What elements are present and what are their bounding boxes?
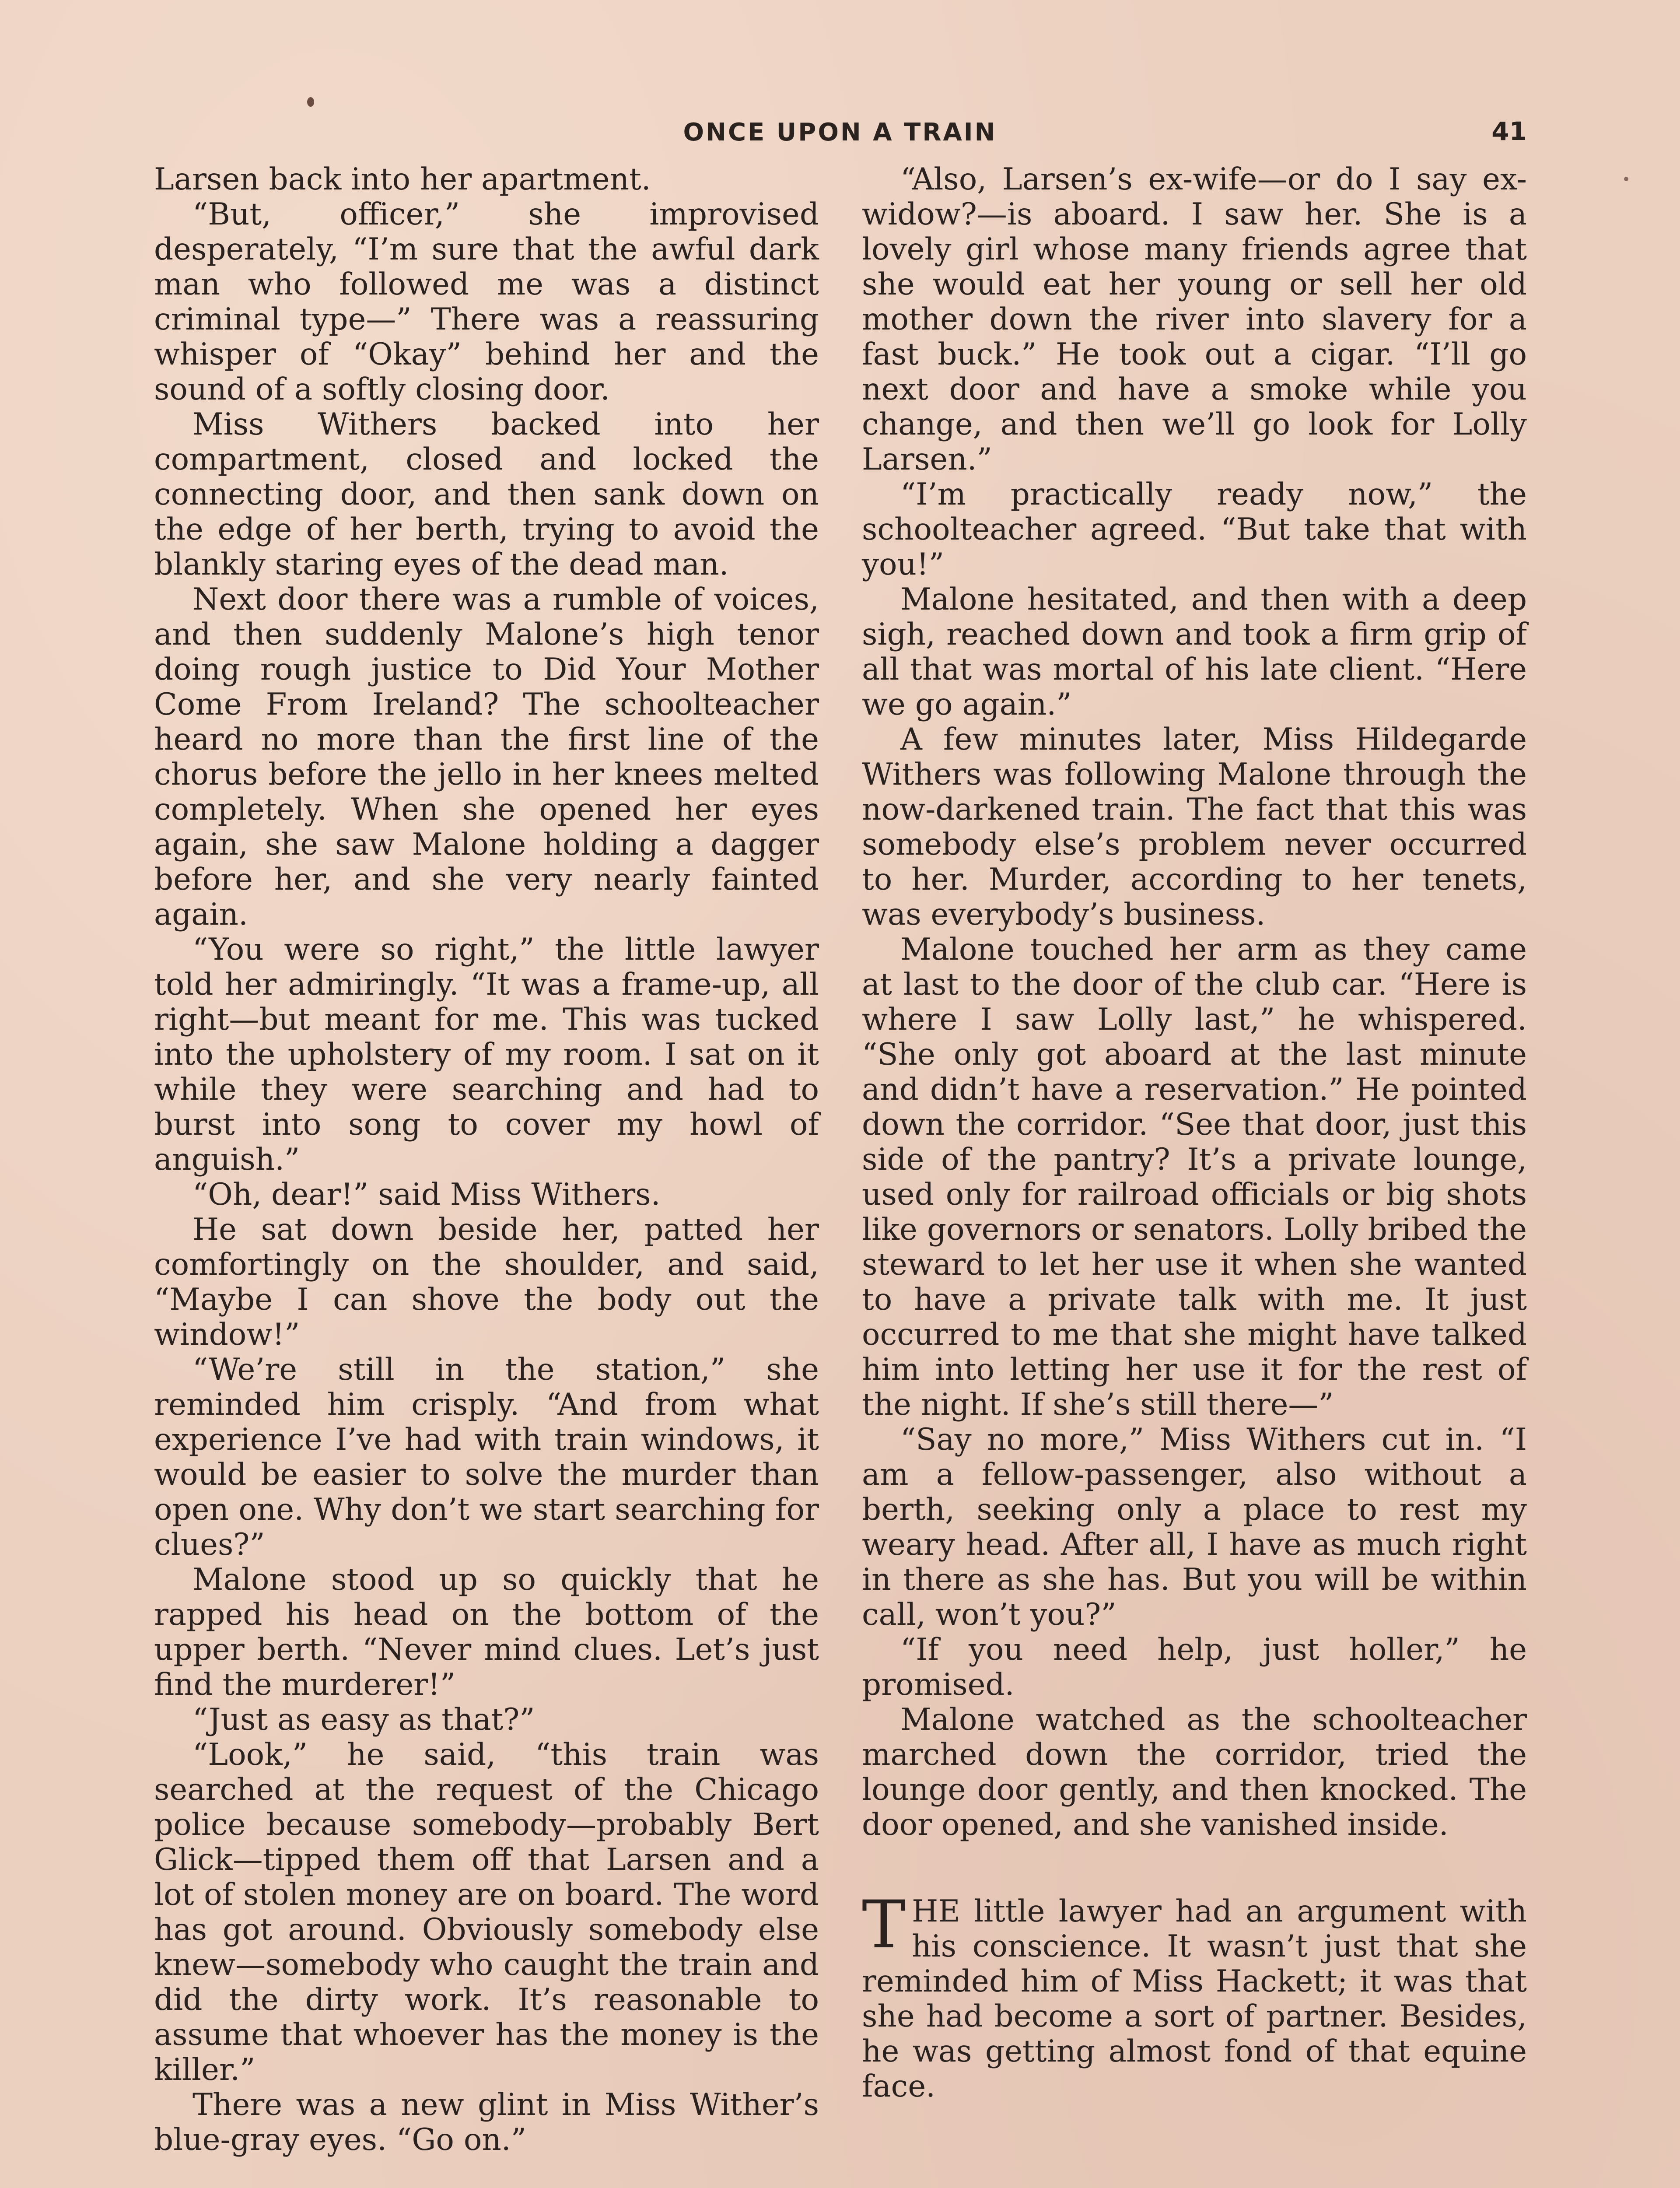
paragraph: There was a new glint in Miss Wither’s blue-gray eyes. “Go on.” bbox=[154, 2087, 819, 2157]
drop-cap: T bbox=[862, 1887, 906, 1963]
paragraph: “But, officer,” she improvised desperately, “I’m sure that the awful dark man who followed me was a distinct criminal type—” There was a reassuring whisper of “Okay” behind her and the sound of a softly closing door. bbox=[154, 197, 819, 407]
paragraph: Next door there was a rumble of voices, and then suddenly Malone’s high tenor doing rough justice to Did Your Mother Come From Ireland? The schoolteacher heard no more than the first line of the chorus before the jello in her knees melted completely. When she opened her eyes again, she saw Malone holding a dagger before her, and she very nearly fainted again. bbox=[154, 582, 819, 932]
section-break bbox=[862, 1842, 1527, 1894]
paragraph: “Just as easy as that?” bbox=[192, 1702, 535, 1737]
ink-speck bbox=[1624, 177, 1628, 181]
paragraph: Malone watched as the schoolteacher marched down the corridor, tried the lounge door gently, and then knocked. The door opened, and she vanished inside. bbox=[862, 1702, 1527, 1842]
paragraph: “Look,” he said, “this train was searched at the request of the Chicago police because somebody—probably Bert Glick—tipped them off that Larsen and a lot of stolen money are on board. The word has got around. Obviously somebody else knew—somebody who caught the train and did the dirty work. It’s reasonable to assume that whoever has the money is the killer.” bbox=[154, 1737, 819, 2087]
left-column bbox=[154, 162, 819, 2157]
paragraph: “We’re still in the station,” she reminded him crisply. “And from what experience I’ve had with train windows, it would be easier to solve the murder than open one. Why don’t we start searching for clues?” bbox=[154, 1352, 819, 1562]
section-text: HE little lawyer had an argument with his conscience. It wasn’t just that she reminded him of Miss Hackett; it was that she had become a sort of partner. Besides, he was getting almost fond of that equine face. bbox=[862, 1894, 1527, 2104]
paragraph: “I’m practically ready now,” the schoolteacher agreed. “But take that with you!” bbox=[862, 477, 1527, 582]
section-paragraph bbox=[862, 1887, 1527, 2104]
ink-speck bbox=[307, 97, 314, 107]
paragraph: “If you need help, just holler,” he promised. bbox=[862, 1632, 1527, 1702]
paragraph: A few minutes later, Miss Hildegarde Withers was following Malone through the now-darkened train. The fact that this was somebody else’s problem never occurred to her. Murder, according to her tenets, was everybody’s business. bbox=[862, 722, 1527, 932]
paragraph: “Also, Larsen’s ex-wife—or do I say ex-widow?—is aboard. I saw her. She is a lovely girl whose many friends agree that she would eat her young or sell her old mother down the river into slavery for a fast buck.” He took out a cigar. “I’ll go next door and have a smoke while you change, and then we’ll go look for Lolly Larsen.” bbox=[862, 162, 1527, 477]
paragraph: He sat down beside her, patted her comfortingly on the shoulder, and said, “Maybe I can shove the body out the window!” bbox=[154, 1212, 819, 1352]
paragraph: Malone hesitated, and then with a deep sigh, reached down and took a firm grip of all that was mortal of his late client. “Here we go again.” bbox=[862, 582, 1527, 722]
paragraph: Larsen back into her apartment. bbox=[154, 162, 651, 197]
paragraph: “You were so right,” the little lawyer told her admiringly. “It was a frame-up, all right—but meant for me. This was tucked into the upholstery of my room. I sat on it while they were searching and had to burst into song to cover my howl of anguish.” bbox=[154, 932, 819, 1177]
paragraph: Miss Withers backed into her compartment, closed and locked the connecting door, and then sank down on the edge of her berth, trying to avoid the blankly staring eyes of the dead man. bbox=[154, 407, 819, 582]
paragraph: “Oh, dear!” said Miss Withers. bbox=[192, 1177, 661, 1212]
right-column bbox=[862, 162, 1527, 2104]
page-number: 41 bbox=[1491, 116, 1527, 146]
page-header bbox=[153, 115, 1527, 154]
paragraph: “Say no more,” Miss Withers cut in. “I am a fellow-passenger, also without a berth, seeking only a place to rest my weary head. After all, I have as much right in there as she has. But you will be within call, won’t you?” bbox=[862, 1422, 1527, 1632]
paragraph: Malone touched her arm as they came at last to the door of the club car. “Here is where I saw Lolly last,” he whispered. “She only got aboard at the last minute and didn’t have a reservation.” He pointed down the corridor. “See that door, just this side of the pantry? It’s a private lounge, used only for railroad officials or big shots like governors or senators. Lolly bribed the steward to let her use it when she wanted to have a private talk with me. It just occurred to me that she might have talked him into letting her use it for the rest of the night. If she’s still there—” bbox=[862, 932, 1527, 1422]
paragraph: Malone stood up so quickly that he rapped his head on the bottom of the upper berth. “Never mind clues. Let’s just find the murderer!” bbox=[154, 1562, 819, 1702]
running-title: ONCE UPON A TRAIN bbox=[683, 118, 997, 147]
